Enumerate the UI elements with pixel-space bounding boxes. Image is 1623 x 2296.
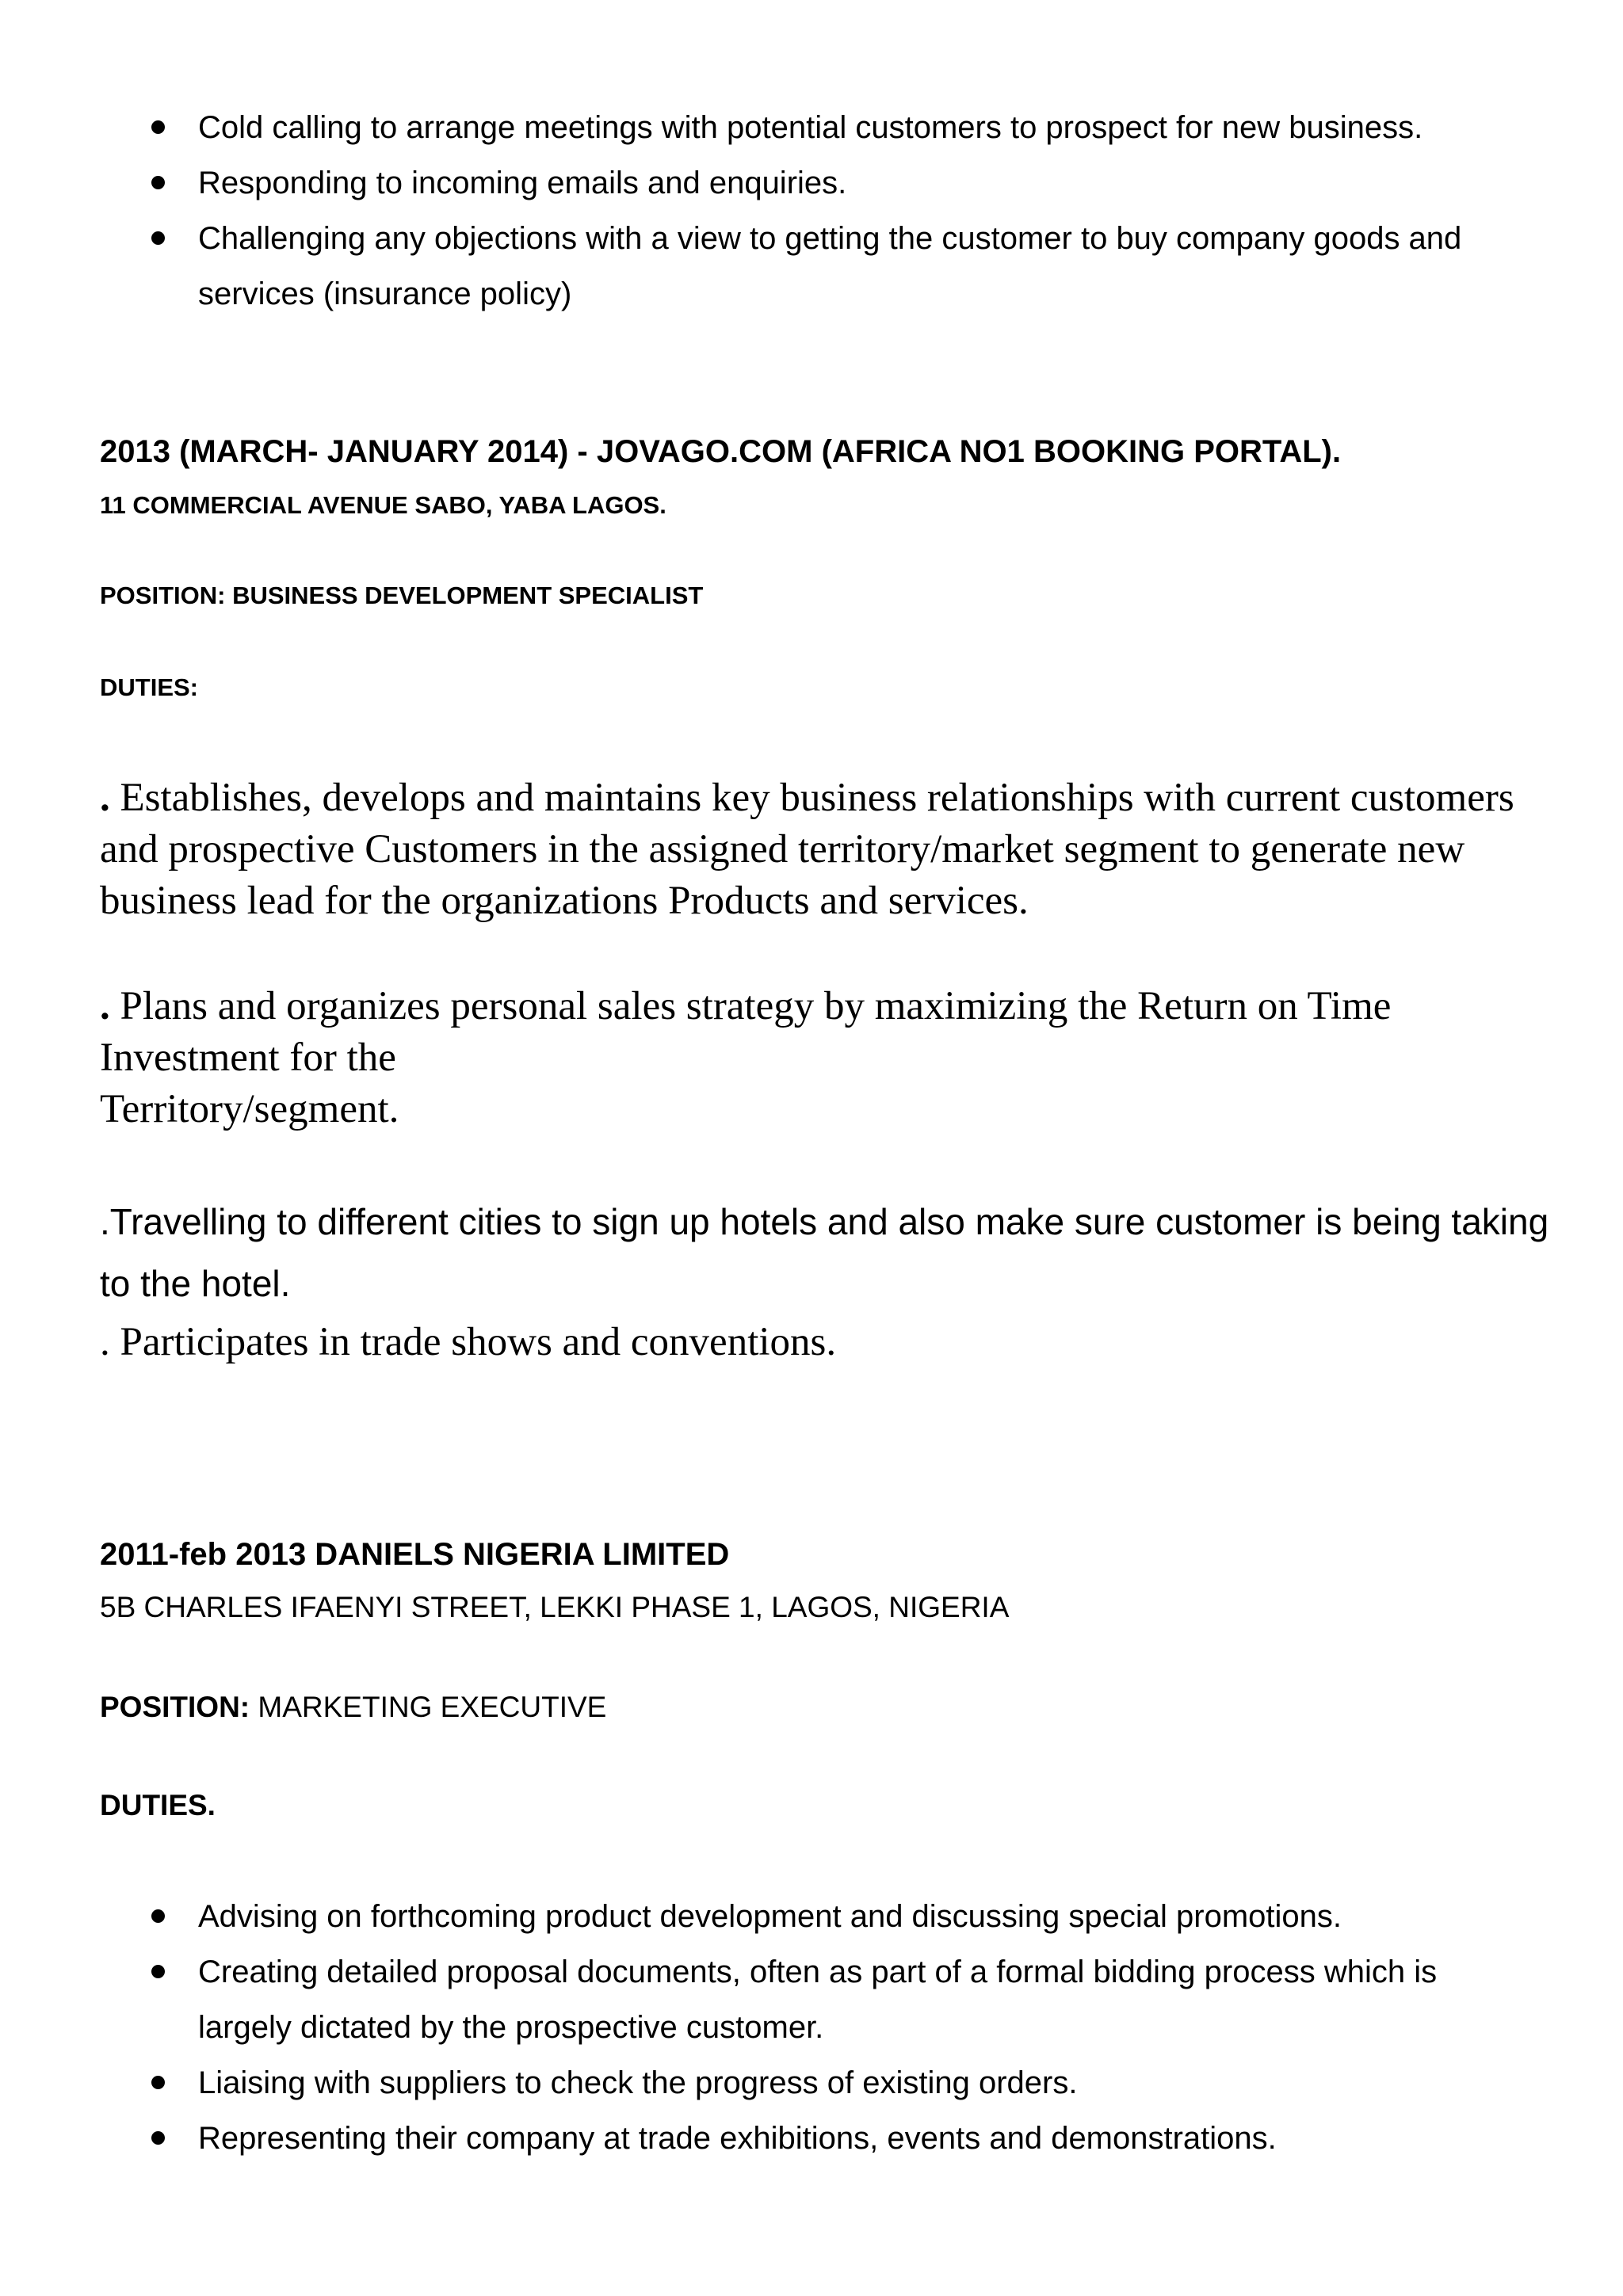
- list-item-text: Representing their company at trade exhibitions, events and demonstrations.: [198, 2121, 1277, 2156]
- daniels-heading: 2011-feb 2013 DANIELS NIGERIA LIMITED: [100, 1537, 730, 1572]
- list-item: [0, 2055, 1498, 2111]
- bullet-icon: [151, 120, 165, 134]
- jovago-duty-1: [100, 772, 1574, 927]
- jovago-duty-2: [100, 981, 1574, 1135]
- bullet-icon: [151, 176, 165, 189]
- duty-text: Plans and organizes personal sales strategy by maximizing the Return on Time Investment for the: [100, 984, 1392, 1080]
- duty-lead-dot: .: [100, 776, 110, 820]
- jovago-position: POSITION: BUSINESS DEVELOPMENT SPECIALIST: [100, 582, 704, 609]
- duty-text: Establishes, develops and maintains key business relationships with current customers and prospective Customers in the assigned territory/market segment to generate new business lead for the organizations Products and services.: [100, 776, 1514, 923]
- daniels-duties-label: DUTIES.: [100, 1789, 216, 1821]
- jovago-address: 11 COMMERCIAL AVENUE SABO, YABA LAGOS.: [100, 491, 666, 519]
- list-item-text: Responding to incoming emails and enquiries.: [198, 166, 847, 200]
- bullet-icon: [151, 231, 165, 245]
- daniels-duties-list: [0, 1889, 1506, 2166]
- list-item: [0, 1889, 1498, 1944]
- daniels-address: 5B CHARLES IFAENYI STREET, LEKKI PHASE 1, LAGOS, NIGERIA: [100, 1591, 1010, 1623]
- daniels-position: [100, 1691, 606, 1724]
- bullet-icon: [151, 2076, 165, 2089]
- list-item-text: Liaising with suppliers to check the progress of existing orders.: [198, 2065, 1078, 2100]
- position-value: MARKETING EXECUTIVE: [250, 1691, 607, 1723]
- list-item: [0, 100, 1498, 155]
- list-item-text: Advising on forthcoming product development and discussing special promotions.: [198, 1899, 1342, 1934]
- jovago-duty-3: .Travelling to different cities to sign up hotels and also make sure customer is being taking to the hotel.: [100, 1201, 1549, 1304]
- duty-lead-dot: .: [100, 984, 110, 1028]
- previous-duties-list: [0, 100, 1506, 322]
- list-item: [0, 211, 1498, 322]
- list-item-text: Cold calling to arrange meetings with potential customers to prospect for new business.: [198, 110, 1423, 145]
- jovago-duty-4: . Participates in trade shows and conventions.: [100, 1320, 837, 1364]
- list-item-text: Creating detailed proposal documents, often as part of a formal bidding process which is largely dictated by the prospective customer.: [198, 1955, 1438, 2045]
- list-item: [0, 2111, 1498, 2166]
- bullet-icon: [151, 1909, 165, 1923]
- list-item: [0, 155, 1498, 211]
- jovago-heading: 2013 (MARCH- JANUARY 2014) - JOVAGO.COM (AFRICA NO1 BOOKING PORTAL).: [100, 434, 1342, 469]
- position-label: POSITION:: [100, 1691, 250, 1723]
- duty-text-continued: Territory/segment.: [100, 1087, 399, 1131]
- bullet-icon: [151, 1965, 165, 1978]
- bullet-icon: [151, 2131, 165, 2145]
- list-item: [0, 1944, 1498, 2055]
- jovago-duties-label: DUTIES:: [100, 673, 198, 701]
- list-item-text: Challenging any objections with a view to getting the customer to buy company goods and services (insurance policy): [198, 221, 1462, 311]
